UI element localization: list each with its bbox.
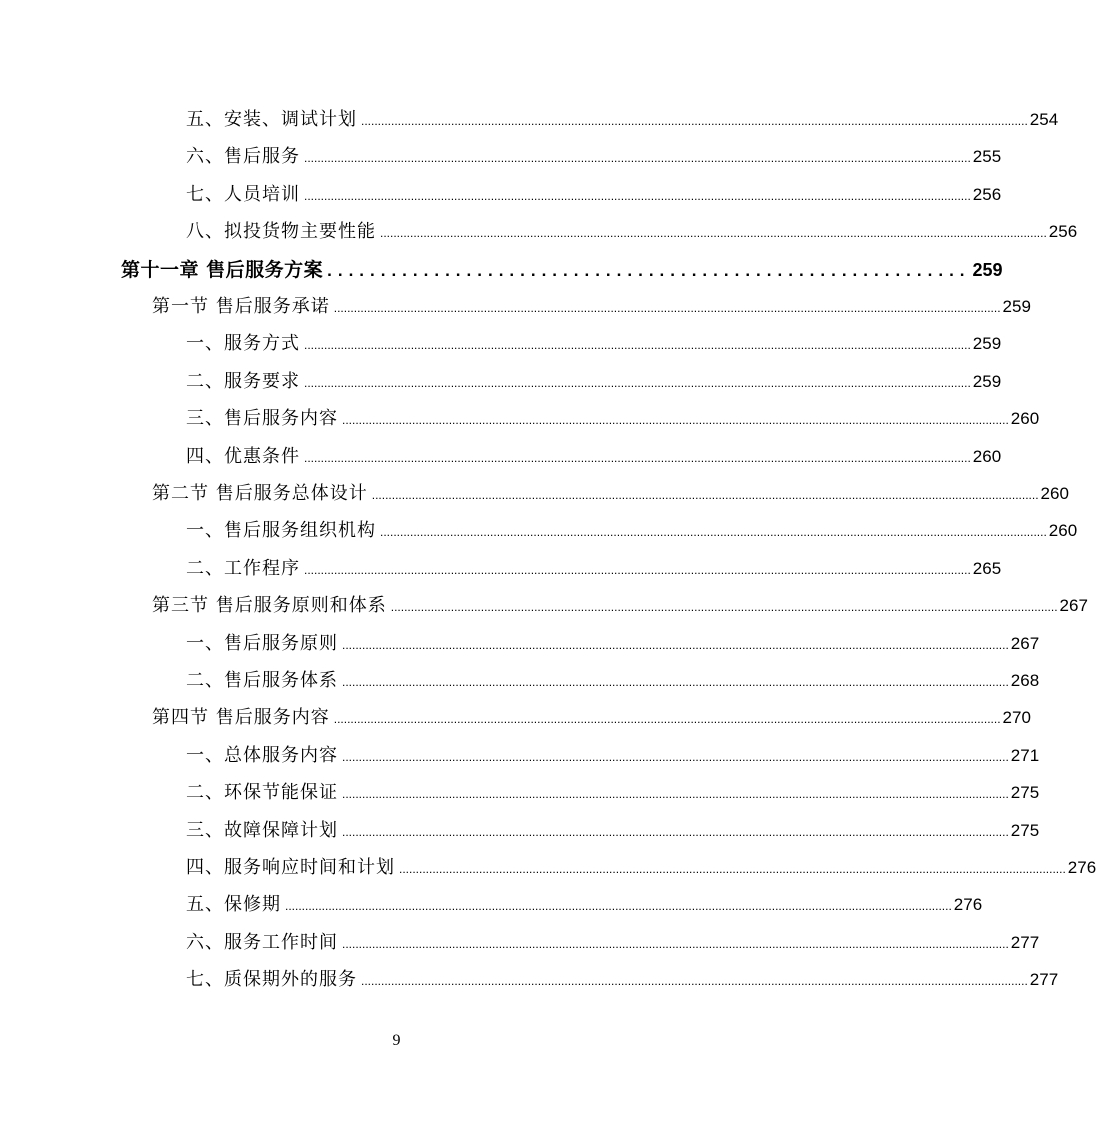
toc-entry-label: 三、故障保障计划 xyxy=(186,819,338,841)
toc-entry-label: 六、售后服务 xyxy=(186,146,300,168)
toc-entry-section[interactable] xyxy=(152,591,1088,621)
toc-entry-item[interactable] xyxy=(186,928,1040,958)
toc-entry-item[interactable] xyxy=(186,180,1002,210)
toc-entry-item[interactable] xyxy=(186,890,983,920)
toc-entry-page-number: 275 xyxy=(1010,820,1040,840)
toc-entry-label: 四、优惠条件 xyxy=(186,445,300,467)
toc-entry-page-number: 267 xyxy=(1010,633,1040,653)
toc-entry-page-number: 271 xyxy=(1010,745,1040,765)
toc-entry-label: 五、保修期 xyxy=(186,894,281,916)
toc-entry-label: 三、售后服务内容 xyxy=(186,408,338,430)
toc-entry-item[interactable] xyxy=(186,404,1040,434)
dot-leader: ........................................................................................................................................................................................................ xyxy=(342,936,1009,951)
toc-entry-item[interactable] xyxy=(186,816,1040,846)
toc-entry-chapter[interactable] xyxy=(121,255,1003,285)
toc-entry-item[interactable] xyxy=(186,965,1059,995)
toc-entry-item[interactable] xyxy=(186,142,1002,172)
toc-entry-page-number: 260 xyxy=(1010,409,1040,429)
dot-leader: ........................................................................................................................................................................................................ xyxy=(390,600,1058,615)
toc-entry-page-number: 277 xyxy=(1029,970,1059,990)
dot-leader: ........................................................................................................................................................................................................ xyxy=(371,488,1039,502)
dot-leader: ........................................................................................................................................................................................................ xyxy=(285,899,952,914)
toc-entry-label: 第二节 售后服务总体设计 xyxy=(152,483,368,504)
dot-leader: ........................................................................................................................................................................................................ xyxy=(380,226,1047,241)
toc-entry-label: 第三节 售后服务原则和体系 xyxy=(152,595,387,617)
toc-entry-item[interactable] xyxy=(186,778,1040,808)
toc-entry-page-number: 259 xyxy=(972,259,1003,280)
toc-entry-item[interactable] xyxy=(186,329,1002,359)
dot-leader: ........................................................................................................................................................................................................ xyxy=(342,749,1009,764)
dot-leader: ........................................................................................................................................................................................................ xyxy=(342,787,1009,802)
toc-entry-section[interactable] xyxy=(152,292,1031,322)
toc-entry-page-number: 260 xyxy=(1048,521,1078,541)
toc-entry-label: 第一节 售后服务承诺 xyxy=(152,296,330,317)
toc-entry-item[interactable] xyxy=(186,853,1096,883)
toc-entry-page-number: 265 xyxy=(972,558,1002,578)
toc-entry-page-number: 259 xyxy=(972,334,1002,354)
toc-entry-label: 一、总体服务内容 xyxy=(186,744,338,766)
toc-entry-item[interactable] xyxy=(186,367,1002,397)
toc-entry-label: 一、服务方式 xyxy=(186,333,300,355)
dot-leader: ........................................................................................................................................................................................................ xyxy=(304,188,971,203)
dot-leader: ........................................................................................................................................................................................................ xyxy=(333,301,1001,315)
toc-entry-page-number: 276 xyxy=(1067,858,1096,877)
dot-leader: ........................................................................................................................................................................................................ xyxy=(304,338,971,353)
toc-entry-item[interactable] xyxy=(186,217,1078,247)
toc-entry-page-number: 277 xyxy=(1010,932,1040,952)
toc-entry-item[interactable] xyxy=(186,516,1078,546)
toc-entry-page-number: 260 xyxy=(972,446,1002,466)
toc-entry-page-number: 267 xyxy=(1059,596,1088,616)
toc-entry-item[interactable] xyxy=(186,741,1040,771)
toc-entry-page-number: 259 xyxy=(972,371,1002,391)
toc-entry-item[interactable] xyxy=(186,554,1002,584)
toc-entry-label: 一、售后服务组织机构 xyxy=(186,520,376,542)
toc-entry-page-number: 275 xyxy=(1010,783,1040,803)
dot-leader: ........................................................................................................................................................................................................ xyxy=(342,675,1009,689)
toc-entry-item[interactable] xyxy=(186,629,1040,659)
dot-leader: ........................................................................................................................................................................................................ xyxy=(380,525,1047,540)
toc-entry-label: 二、售后服务体系 xyxy=(186,670,338,691)
toc-entry-page-number: 268 xyxy=(1010,671,1040,690)
toc-entry-page-number: 260 xyxy=(1040,484,1069,503)
toc-entry-label: 第四节 售后服务内容 xyxy=(152,707,330,729)
toc-entry-label: 第十一章 售后服务方案 xyxy=(121,258,324,281)
toc-entry-label: 五、安装、调试计划 xyxy=(186,109,357,130)
dot-leader: ........................................................................................................................................................................................................ xyxy=(342,824,1009,839)
toc-entry-label: 四、服务响应时间和计划 xyxy=(186,857,395,878)
toc-entry-item[interactable] xyxy=(186,442,1002,472)
toc-entry-label: 六、服务工作时间 xyxy=(186,931,338,953)
toc-entry-label: 二、环保节能保证 xyxy=(186,782,338,804)
toc-entry-label: 一、售后服务原则 xyxy=(186,632,338,654)
toc-entry-page-number: 259 xyxy=(1002,297,1031,316)
toc-entry-item[interactable] xyxy=(186,666,1040,696)
dot-leader: ........................................................................................................................................................................................................ xyxy=(304,450,971,465)
toc-entry-label: 二、工作程序 xyxy=(186,557,300,579)
toc-entry-label: 七、质保期外的服务 xyxy=(186,969,357,991)
dot-leader: ............................................................ xyxy=(327,260,971,280)
toc-entry-item[interactable] xyxy=(186,105,1059,135)
toc-entry-page-number: 256 xyxy=(1048,222,1078,242)
toc-entry-page-number: 276 xyxy=(953,895,983,915)
dot-leader: ........................................................................................................................................................................................................ xyxy=(361,114,1028,128)
dot-leader: ........................................................................................................................................................................................................ xyxy=(304,375,971,390)
dot-leader: ........................................................................................................................................................................................................ xyxy=(304,562,971,577)
dot-leader: ........................................................................................................................................................................................................ xyxy=(399,862,1066,876)
toc-entry-section[interactable] xyxy=(152,479,1069,509)
toc-entry-page-number: 255 xyxy=(972,147,1002,167)
toc-entry-page-number: 270 xyxy=(1002,708,1031,728)
dot-leader: ........................................................................................................................................................................................................ xyxy=(304,151,971,166)
toc-entry-label: 七、人员培训 xyxy=(186,183,300,205)
toc-entry-label: 二、服务要求 xyxy=(186,370,300,392)
toc-entry-page-number: 256 xyxy=(972,184,1002,204)
dot-leader: ........................................................................................................................................................................................................ xyxy=(342,637,1009,652)
dot-leader: ........................................................................................................................................................................................................ xyxy=(342,413,1009,428)
toc-entry-section[interactable] xyxy=(152,703,1031,733)
toc-entry-page-number: 254 xyxy=(1029,110,1059,129)
toc-entry-label: 八、拟投货物主要性能 xyxy=(186,221,376,243)
dot-leader: ........................................................................................................................................................................................................ xyxy=(361,974,1028,989)
dot-leader: ........................................................................................................................................................................................................ xyxy=(333,712,1001,727)
page-number: 9 xyxy=(392,1032,401,1049)
